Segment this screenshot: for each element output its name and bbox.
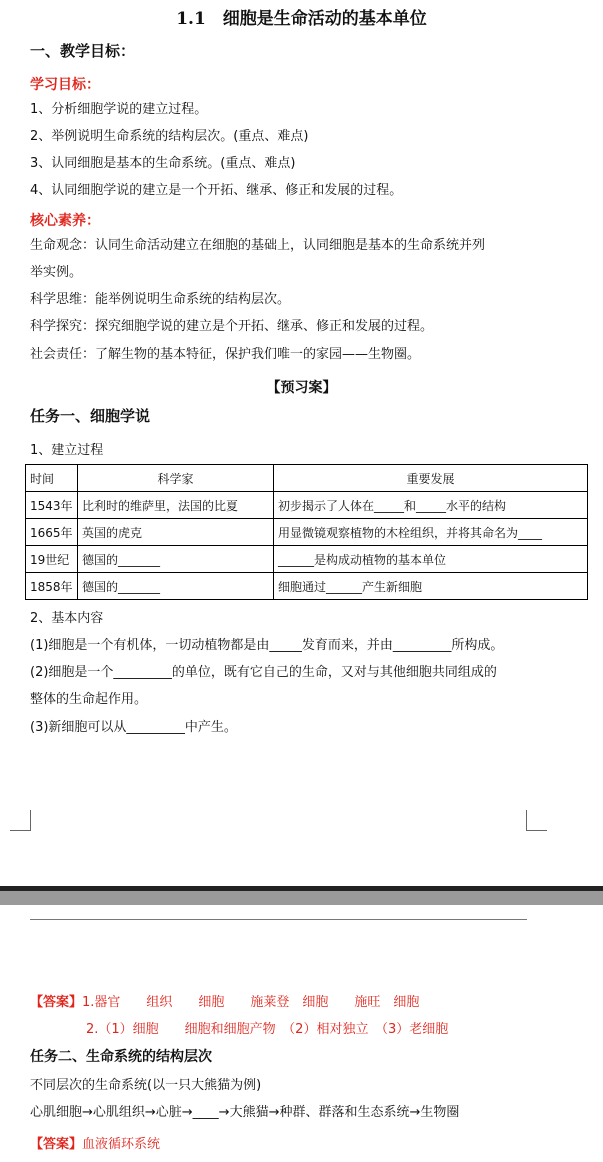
table-row	[26, 519, 588, 546]
core-literacy-label: 核心素养：	[30, 213, 100, 229]
basic-content-1: (1)细胞是一个有机体，一切动植物都是由_____发育而来，并由_________所构成。	[30, 638, 504, 653]
core-literacy-1-cont: 举实例。	[30, 265, 83, 280]
table-cell: 细胞通过______产生新细胞	[274, 573, 588, 600]
page-break	[0, 886, 603, 905]
task2-heading: 任务二、生命系统的结构层次	[30, 1049, 212, 1065]
learning-goal-1: 1、分析细胞学说的建立过程。	[30, 102, 208, 117]
basic-content-2-cont: 整体的生命起作用。	[30, 692, 148, 707]
basic-content-3: (3)新细胞可以从_________中产生。	[30, 720, 237, 735]
answer-1-line1: 1.器官 组织 细胞 施莱登 细胞 施旺 细胞	[82, 995, 420, 1010]
core-literacy-4: 社会责任：了解生物的基本特征，保护我们唯一的家园——生物圈。	[30, 347, 421, 362]
basic-content-label: 2、基本内容	[30, 611, 104, 626]
history-table	[25, 464, 588, 600]
learning-goals-label: 学习目标：	[30, 77, 100, 93]
answer-1-line2: 2.（1）细胞 细胞和细胞产物 （2）相对独立 （3）老细胞	[86, 1022, 449, 1037]
table-header-row	[26, 465, 588, 492]
core-literacy-2: 科学思维：能举例说明生命系统的结构层次。	[30, 292, 291, 307]
table-row	[26, 573, 588, 600]
table-cell: 用显微镜观察植物的木栓组织，并将其命名为____	[274, 519, 588, 546]
basic-content-2: (2)细胞是一个_________的单位，既有它自己的生命，又对与其他细胞共同组成的	[30, 665, 497, 680]
table-cell: 德国的_______	[78, 573, 274, 600]
answer-2-text: 血液循环系统	[82, 1137, 161, 1152]
table-row	[26, 546, 588, 573]
crop-mark	[10, 810, 31, 831]
levels-chain: 心肌细胞→心肌组织→心脏→____→大熊猫→种群、群落和生态系统→生物圈	[30, 1105, 460, 1120]
answer-label: 【答案】	[30, 1137, 83, 1152]
table-cell: 英国的虎克	[78, 519, 274, 546]
table-row	[26, 492, 588, 519]
preview-heading: 【预习案】	[266, 380, 337, 396]
core-literacy-3: 科学探究：探究细胞学说的建立是个开拓、继承、修正和发展的过程。	[30, 319, 434, 334]
table-header-cell: 重要发展	[274, 465, 588, 492]
table-cell: 1543年	[26, 492, 78, 519]
table-header-cell: 科学家	[78, 465, 274, 492]
table-cell: 初步揭示了人体在_____和_____水平的结构	[274, 492, 588, 519]
table-cell: 19世纪	[26, 546, 78, 573]
teaching-goals-heading: 一、教学目标：	[30, 42, 136, 60]
core-literacy-1: 生命观念：认同生命活动建立在细胞的基础上，认同细胞是基本的生命系统并列	[30, 238, 486, 253]
learning-goal-2: 2、举例说明生命系统的结构层次。(重点、难点)	[30, 129, 309, 144]
table-cell: 1665年	[26, 519, 78, 546]
header-rule	[30, 919, 527, 920]
levels-label: 不同层次的生命系统(以一只大熊猫为例)	[30, 1078, 262, 1093]
crop-mark	[526, 810, 547, 831]
learning-goal-4: 4、认同细胞学说的建立是一个开拓、继承、修正和发展的过程。	[30, 183, 403, 198]
table-header-cell: 时间	[26, 465, 78, 492]
answer-label: 【答案】	[30, 995, 83, 1010]
document-title: 1.1 细胞是生命活动的基本单位	[176, 9, 427, 29]
table-cell: 德国的_______	[78, 546, 274, 573]
establish-label: 1、建立过程	[30, 443, 104, 458]
answer-1	[30, 991, 419, 1010]
table-cell: 比利时的维萨里，法国的比夏	[78, 492, 274, 519]
table-cell: 1858年	[26, 573, 78, 600]
learning-goal-3: 3、认同细胞是基本的生命系统。(重点、难点)	[30, 156, 296, 171]
task1-heading: 任务一、细胞学说	[30, 407, 151, 425]
answer-2	[30, 1133, 160, 1152]
table-cell: ______是构成动植物的基本单位	[274, 546, 588, 573]
